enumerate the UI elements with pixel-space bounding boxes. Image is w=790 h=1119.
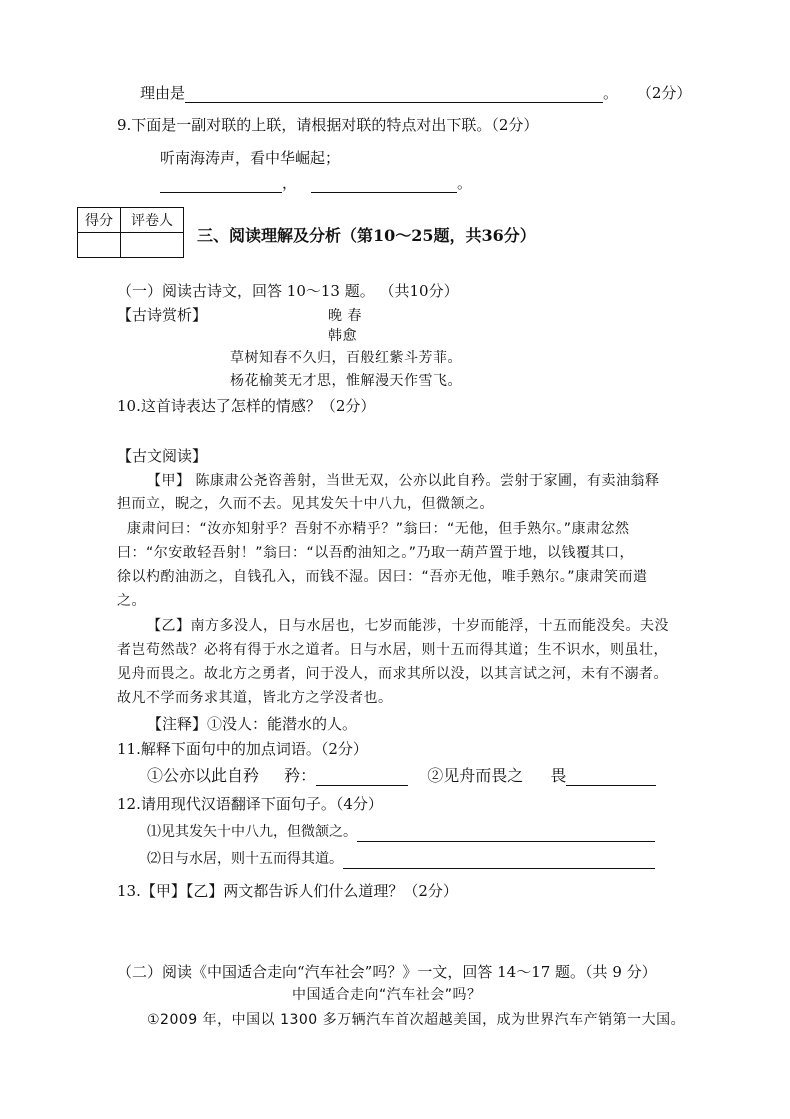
- q11-answer-blank-2[interactable]: [566, 769, 656, 786]
- yi-line-2: 者岂苟然哉？必将有得于水之道者。日与水居，则十五而得其道；生不识水，则虽壮，: [117, 642, 668, 658]
- jia-line-5: 徐以杓酌油沥之，自钱孔入，而钱不湿。因曰：“吾亦无他，唯手熟尔。”康肃笑而遣: [117, 569, 648, 585]
- article-title: 中国适合走向“汽车社会”吗？: [292, 987, 482, 1003]
- poem-line-1: 草树知春不久归，百般红紫斗芳菲。: [230, 350, 462, 366]
- q12-prompt: 12.请用现代汉语翻译下面句子。（4分）: [117, 795, 383, 813]
- q9-prompt: 9.下面是一副对联的上联，请根据对联的特点对出下联。（2分）: [117, 116, 539, 134]
- yi-line-4: 故凡不学而务求其道，皆北方之学没者也。: [117, 690, 393, 706]
- score-header: 得分: [78, 208, 121, 233]
- poem-title: 晚 春: [328, 308, 362, 324]
- jia-line-4: 曰：“尔安敢轻吾射！”翁曰：“以吾酌油知之。”乃取一葫芦置于地，以钱覆其口，: [117, 545, 635, 561]
- yi-line-1: 【乙】南方多没人，日与水居也，七岁而能涉，十岁而能浮，十五而能没矣。夫没: [147, 618, 669, 634]
- q12-sentence-2-line: [147, 849, 655, 869]
- reviewer-header: 评卷人: [121, 208, 184, 233]
- jia-line-2: 担而立，睨之，久而不去。见其发矢十中八九，但微颔之。: [117, 496, 494, 512]
- score-cell[interactable]: [78, 233, 121, 258]
- q12-answer-blank-2[interactable]: [343, 852, 655, 869]
- q9-answer-blank-1[interactable]: [160, 176, 282, 193]
- q8-answer-blank[interactable]: [185, 86, 603, 103]
- article-paragraph-1: ①2009 年，中国以 1300 多万辆汽车首次超越美国，成为世界汽车产销第一大国。: [147, 1012, 686, 1028]
- section3-title: 三、阅读理解及分析（第10～25题，共36分）: [197, 226, 536, 245]
- q11-answer-blank-1[interactable]: [316, 769, 408, 786]
- classical-label: 【古文阅读】: [117, 447, 208, 465]
- q12-answer-blank-1[interactable]: [357, 825, 655, 842]
- classical-note: 【注释】①没人：能潜水的人。: [147, 715, 358, 733]
- q9-answer-blank-2[interactable]: [311, 176, 457, 193]
- q9-comma: ，: [282, 174, 298, 192]
- grader-table: [77, 207, 184, 258]
- q11-word-1: 矜：: [284, 766, 317, 785]
- jia-line-1: 【甲】 陈康肃公尧咨善射，当世无双，公亦以此自矜。尝射于家圃，有卖油翁释: [147, 473, 660, 489]
- yi-line-3: 见舟而畏之。故北方之勇者，问于没人，而求其所以没，以其言试之河，未有不溺者。: [117, 666, 668, 682]
- poem-author: 韩愈: [328, 328, 357, 344]
- part1-title: （一）阅读古诗文，回答 10～13 题。 （共10分）: [117, 282, 459, 300]
- q8-score: （2分）: [636, 84, 692, 102]
- jia-line-3: 康肃问曰：“汝亦知射乎？吾射不亦精乎？”翁曰：“无他，但手熟尔。”康肃忿然: [127, 521, 630, 537]
- q13-prompt: 13.【甲】【乙】两文都告诉人们什么道理？（2分）: [117, 882, 458, 900]
- q12-sentence-1-line: [147, 822, 655, 842]
- q8-reason-label: 理由是: [140, 84, 186, 102]
- q10-prompt: 10.这首诗表达了怎样的情感？（2分）: [117, 397, 376, 415]
- q11-word-2: 畏: [550, 766, 567, 785]
- jia-line-6: 之。: [117, 593, 146, 609]
- q11-item-1: ①公亦以此自矜: [147, 766, 260, 785]
- q11-item-2: ②见舟而畏之: [427, 766, 524, 785]
- q8-period: 。: [603, 84, 619, 102]
- poem-line-2: 杨花榆荚无才思，惟解漫天作雪飞。: [230, 373, 462, 389]
- poem-label: 【古诗赏析】: [117, 306, 208, 324]
- q8-reason-line: [140, 83, 691, 103]
- q11-prompt: 11.解释下面句中的加点词语。（2分）: [117, 740, 368, 758]
- reviewer-cell[interactable]: [121, 233, 184, 258]
- q9-answer-line: [160, 173, 472, 193]
- q11-items: [147, 766, 656, 786]
- q12-sentence-1: ⑴见其发矢十中八九，但微颔之。: [147, 824, 357, 840]
- q9-period: 。: [457, 174, 473, 192]
- part2-title: （二）阅读《中国适合走向“汽车社会”吗？》一文，回答 14～17 题。（共 9 分）: [117, 963, 657, 981]
- q9-upper-couplet: 听南海涛声，看中华崛起；: [160, 149, 341, 167]
- q12-sentence-2: ⑵日与水居，则十五而得其道。: [147, 851, 343, 867]
